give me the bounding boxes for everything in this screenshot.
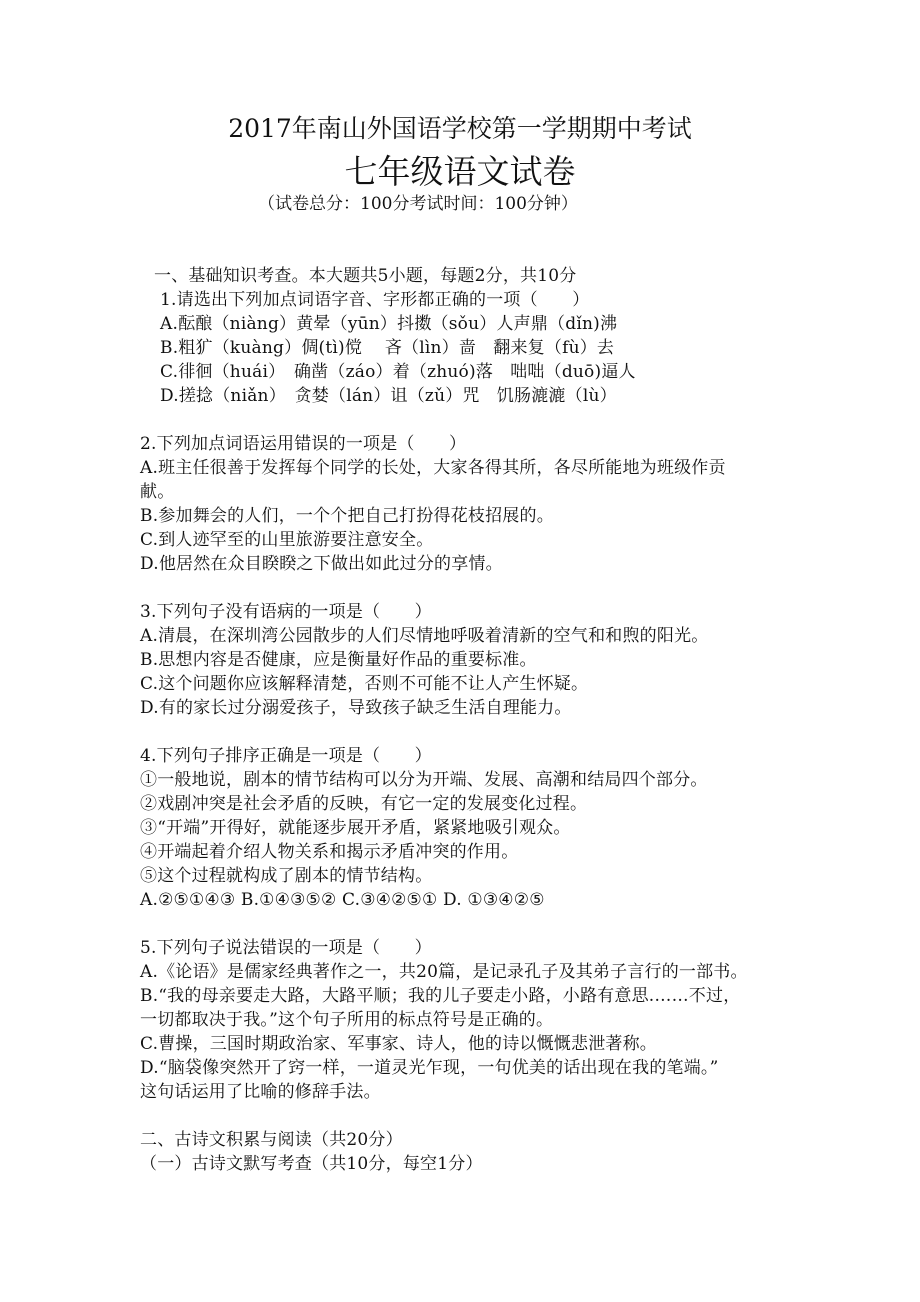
section1-heading: 一、基础知识考查。本大题共5小题，每题2分，共10分 (154, 266, 577, 286)
q3-line: C.这个问题你应该解释清楚，否则不可能不让人产生怀疑。 (140, 674, 589, 694)
q1-stem: 1.请选出下列加点词语字音、字形都正确的一项（ ） (160, 290, 590, 310)
q5-line: C.曹操，三国时期政治家、军事家、诗人，他的诗以慨慨悲泄著称。 (140, 1034, 658, 1054)
q4-line: ④开端起着介绍人物关系和揭示矛盾冲突的作用。 (140, 842, 519, 862)
exam-info: （试卷总分：100分考试时间：100分钟） (258, 194, 578, 214)
q2-line: C.到人迹罕至的山里旅游要注意安全。 (140, 530, 434, 550)
q4-line: ③“开端”开得好，就能逐步展开矛盾，紧紧地吸引观众。 (140, 818, 571, 838)
q5-line: 这句话运用了比喻的修辞手法。 (140, 1082, 381, 1102)
q2-line: A.班主任很善于发挥每个同学的长处，大家各得其所，各尽所能地为班级作贡 (140, 458, 726, 478)
q3-line: A.清晨，在深圳湾公园散步的人们尽情地呼吸着清新的空气和和煦的阳光。 (140, 626, 709, 646)
q4-answer-options: A.②⑤①④③ B.①④③⑤② C.③④②⑤① D. ①③④②⑤ (140, 890, 545, 910)
q4-line: ⑤这个过程就构成了剧本的情节结构。 (140, 866, 433, 886)
q5-line: D.“脑袋像突然开了窍一样，一道灵光乍现，一句优美的话出现在我的笔端。” (140, 1058, 719, 1078)
section2-heading: 二、古诗文积累与阅读（共20分） (140, 1130, 403, 1150)
paper-title: 七年级语文试卷 (344, 152, 576, 191)
q4-stem: 4.下列句子排序正确是一项是（ ） (140, 746, 432, 766)
section2-subheading: （一）古诗文默写考查（共10分，每空1分） (140, 1154, 483, 1174)
q1-option-d: D.搓捻（niǎn） 贪婪（lán）诅（zǔ）咒 饥肠漉漉（lù） (160, 386, 617, 406)
q1-option-b: B.粗犷（kuàng）倜(tì)傥 吝（lìn）啬 翻来复（fù）去 (160, 338, 615, 358)
q5-line: B.“我的母亲要走大路，大路平顺；我的儿子要走小路，小路有意思.……不过， (140, 986, 741, 1006)
q2-stem: 2.下列加点词语运用错误的一项是（ ） (140, 434, 467, 454)
school-title: 2017年南山外国语学校第一学期期中考试 (228, 114, 692, 143)
q3-stem: 3.下列句子没有语病的一项是（ ） (140, 602, 432, 622)
q3-line: B.思想内容是否健康，应是衡量好作品的重要标准。 (140, 650, 537, 670)
q1-option-a: A.酝酿（niàng）黄晕（yūn）抖擞（sǒu）人声鼎（dǐn)沸 (160, 314, 618, 334)
q5-line: A.《论语》是儒家经典著作之一，共20篇，是记录孔子及其弟子言行的一部书。 (140, 962, 748, 982)
q5-line: 一切都取决于我。”这个句子所用的标点符号是正确的。 (140, 1010, 554, 1030)
q3-line: D.有的家长过分溺爱孩子，导致孩子缺乏生活自理能力。 (140, 698, 572, 718)
q2-line: D.他居然在众目睽睽之下做出如此过分的享情。 (140, 554, 503, 574)
q1-option-c: C.徘徊（huái） 确凿（záo）着（zhuó)落 咄咄（duō)逼人 (160, 362, 636, 382)
q4-line: ②戏剧冲突是社会矛盾的反映，有它一定的发展变化过程。 (140, 794, 588, 814)
q2-line: B.参加舞会的人们，一个个把自己打扮得花枝招展的。 (140, 506, 554, 526)
q2-line: 献。 (140, 482, 175, 502)
q4-line: ①一般地说，剧本的情节结构可以分为开端、发展、高潮和结局四个部分。 (140, 770, 708, 790)
q5-stem: 5.下列句子说法错误的一项是（ ） (140, 938, 432, 958)
